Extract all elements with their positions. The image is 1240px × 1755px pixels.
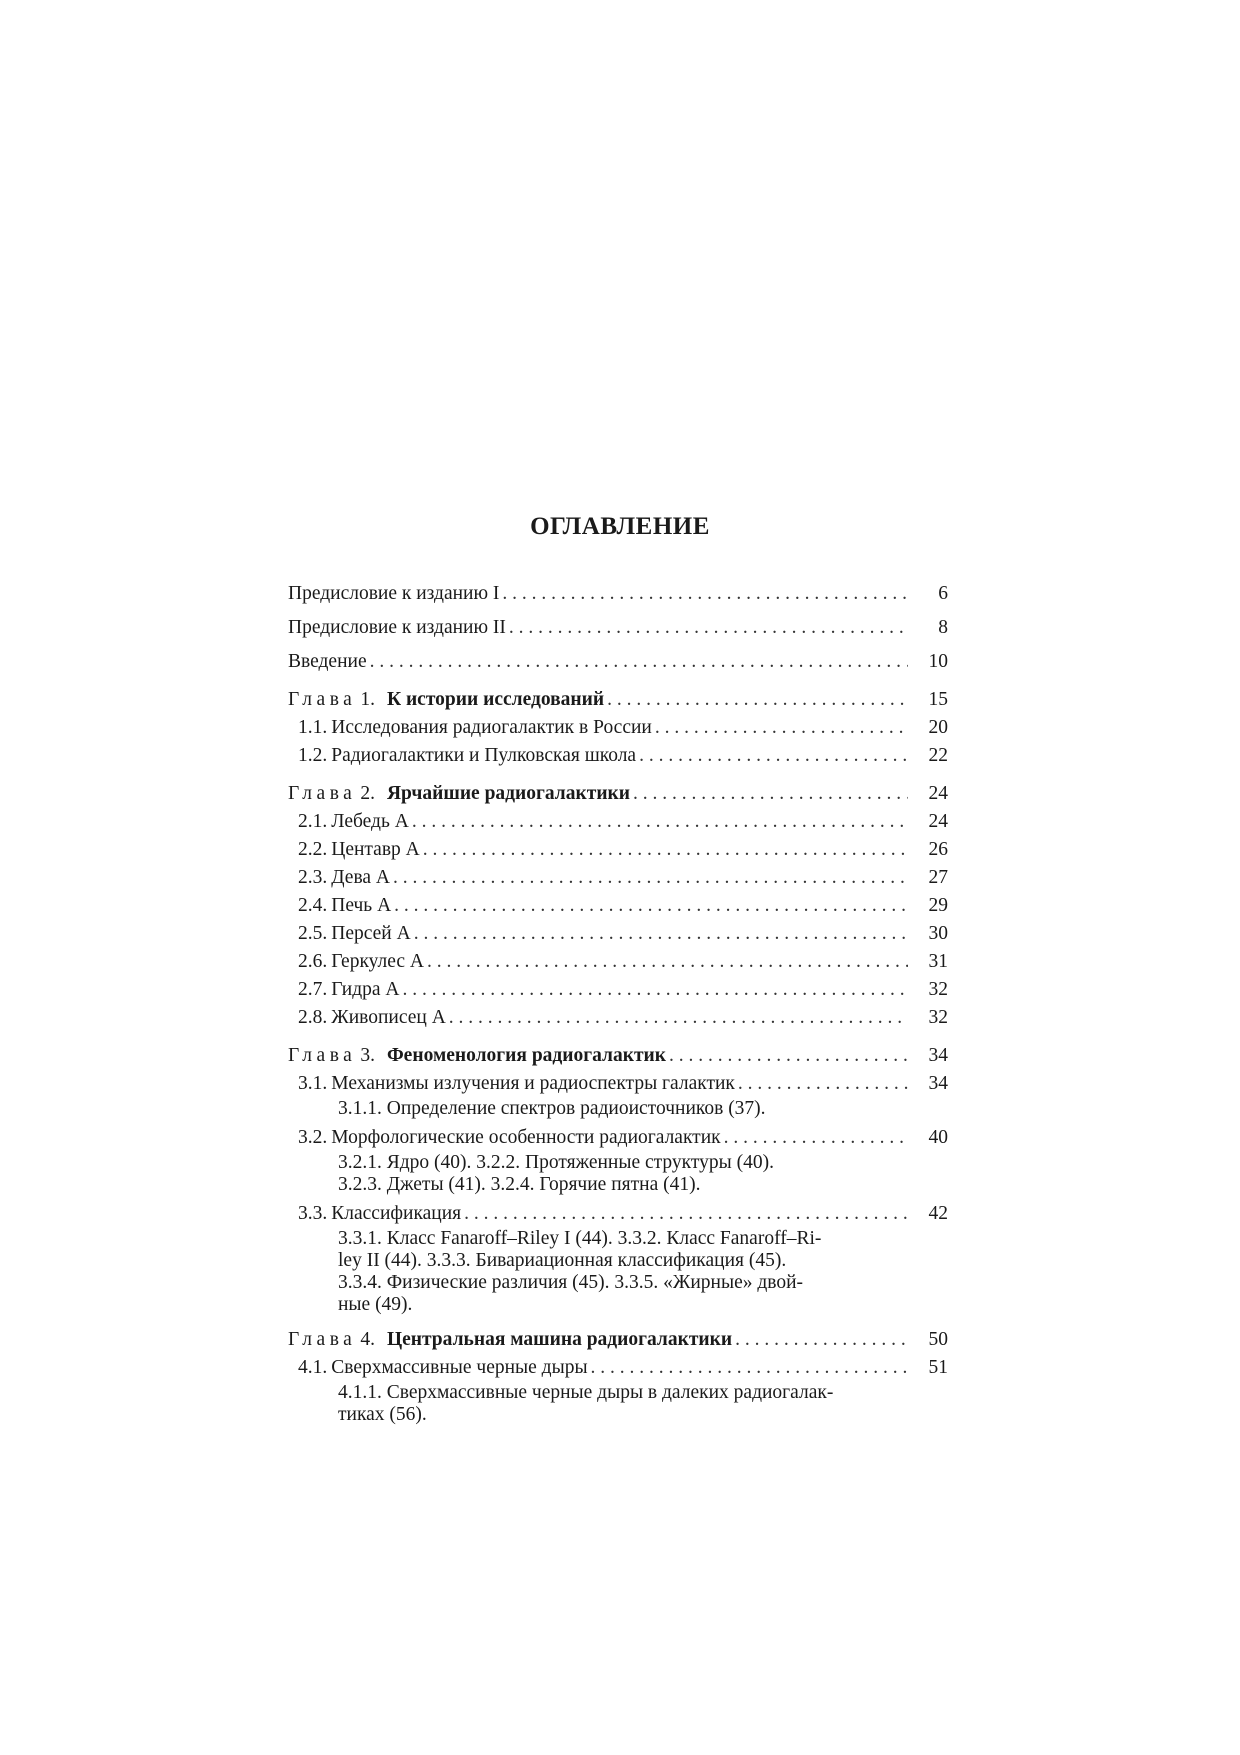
dot-leader bbox=[464, 1200, 908, 1228]
toc-page-number: 42 bbox=[928, 1203, 948, 1224]
subsection-line[interactable]: 3.2.3. Джеты (41). 3.2.4. Горячие пятна (41). bbox=[338, 1174, 701, 1195]
section-label: Механизмы излучения и радиоспектры галактик bbox=[331, 1073, 735, 1094]
toc-page-number: 30 bbox=[928, 923, 948, 944]
toc-page-number: 15 bbox=[928, 689, 948, 710]
toc-section-3-1[interactable] bbox=[288, 1070, 948, 1098]
chapter-title: Центральная машина радиогалактики bbox=[386, 1329, 733, 1350]
subsection-line[interactable]: ley II (44). 3.3.3. Бивариационная классификация (45). bbox=[338, 1250, 787, 1271]
toc-section-2-3[interactable] bbox=[288, 864, 948, 892]
chapter-prefix: Глава bbox=[288, 1045, 357, 1066]
toc-page-number: 34 bbox=[928, 1045, 948, 1066]
toc-subsections-3-1 bbox=[288, 1098, 900, 1120]
dot-leader bbox=[393, 864, 908, 892]
toc-page-number: 10 bbox=[928, 651, 948, 672]
toc-section-2-8[interactable] bbox=[288, 1004, 948, 1032]
toc-page-number: 26 bbox=[928, 839, 948, 860]
section-label: Живописец A bbox=[331, 1007, 446, 1028]
subsection-line[interactable]: 3.1.1. Определение спектров радиоисточников (37). bbox=[338, 1098, 766, 1119]
toc-page-number: 34 bbox=[928, 1073, 948, 1094]
toc-page-number: 29 bbox=[928, 895, 948, 916]
toc-entry-label: Введение bbox=[288, 651, 367, 672]
dot-leader bbox=[414, 920, 908, 948]
section-number: 2.7. bbox=[298, 979, 328, 1000]
section-number: 2.4. bbox=[298, 895, 328, 916]
chapter-title: Ярчайшие радиогалактики bbox=[386, 783, 631, 804]
toc-page-number: 24 bbox=[928, 783, 948, 804]
section-label: Морфологические особенности радиогалактик bbox=[331, 1127, 721, 1148]
dot-leader bbox=[738, 1070, 908, 1098]
toc-section-2-2[interactable] bbox=[288, 836, 948, 864]
toc-section-2-4[interactable] bbox=[288, 892, 948, 920]
toc-chapter-4[interactable] bbox=[288, 1326, 948, 1354]
toc-page-number: 50 bbox=[928, 1329, 948, 1350]
toc-page-number: 40 bbox=[928, 1127, 948, 1148]
section-label: Печь A bbox=[331, 895, 392, 916]
dot-leader bbox=[633, 780, 908, 808]
toc-section-2-1[interactable] bbox=[288, 808, 948, 836]
toc-chapter-1[interactable] bbox=[288, 686, 948, 714]
toc-section-1-2[interactable] bbox=[288, 742, 948, 770]
toc-section-3-2[interactable] bbox=[288, 1124, 948, 1152]
section-number: 2.1. bbox=[298, 811, 328, 832]
subsection-line[interactable]: 3.2.1. Ядро (40). 3.2.2. Протяженные структуры (40). bbox=[338, 1152, 774, 1173]
toc-entry-introduction[interactable] bbox=[288, 648, 948, 676]
toc-page-number: 6 bbox=[938, 583, 948, 604]
toc-page-number: 24 bbox=[928, 811, 948, 832]
toc-page-number: 20 bbox=[928, 717, 948, 738]
toc-subsections-3-3 bbox=[288, 1228, 900, 1316]
toc-entry-preface-2[interactable] bbox=[288, 614, 948, 642]
chapter-title: Феноменология радиогалактик bbox=[386, 1045, 667, 1066]
section-number: 3.3. bbox=[298, 1203, 328, 1224]
toc-page-number: 51 bbox=[928, 1357, 948, 1378]
chapter-number: 2. bbox=[360, 783, 375, 804]
toc-page-number: 32 bbox=[928, 1007, 948, 1028]
toc-entry-label: Предисловие к изданию I bbox=[288, 583, 500, 604]
section-number: 4.1. bbox=[298, 1357, 328, 1378]
toc-subsections-3-2 bbox=[288, 1152, 900, 1196]
toc-section-2-7[interactable] bbox=[288, 976, 948, 1004]
dot-leader bbox=[669, 1042, 908, 1070]
section-label: Радиогалактики и Пулковская школа bbox=[331, 745, 637, 766]
toc-chapter-3[interactable] bbox=[288, 1042, 948, 1070]
section-label: Сверхмассивные черные дыры bbox=[331, 1357, 588, 1378]
toc-section-3-3[interactable] bbox=[288, 1200, 948, 1228]
dot-leader bbox=[423, 836, 908, 864]
toc-page-number: 31 bbox=[928, 951, 948, 972]
section-number: 2.8. bbox=[298, 1007, 328, 1028]
subsection-line[interactable]: 4.1.1. Сверхмассивные черные дыры в далеких радиогалак- bbox=[338, 1382, 834, 1403]
section-label: Лебедь A bbox=[331, 811, 409, 832]
section-label: Персей A bbox=[331, 923, 411, 944]
section-label: Классификация bbox=[331, 1203, 462, 1224]
dot-leader bbox=[724, 1124, 908, 1152]
section-label: Исследования радиогалактик в России bbox=[331, 717, 652, 738]
chapter-prefix: Глава bbox=[288, 689, 357, 710]
toc-chapter-2[interactable] bbox=[288, 780, 948, 808]
section-number: 1.2. bbox=[298, 745, 328, 766]
section-label: Центавр A bbox=[331, 839, 420, 860]
toc-page-number: 32 bbox=[928, 979, 948, 1000]
chapter-number: 1. bbox=[360, 689, 375, 710]
toc-page-number: 22 bbox=[928, 745, 948, 766]
chapter-prefix: Глава bbox=[288, 783, 357, 804]
chapter-number: 3. bbox=[360, 1045, 375, 1066]
dot-leader bbox=[735, 1326, 908, 1354]
toc-entry-label: Предисловие к изданию II bbox=[288, 617, 506, 638]
toc-section-2-5[interactable] bbox=[288, 920, 948, 948]
section-number: 2.5. bbox=[298, 923, 328, 944]
chapter-title: К истории исследований bbox=[386, 689, 605, 710]
section-number: 2.3. bbox=[298, 867, 328, 888]
toc-section-2-6[interactable] bbox=[288, 948, 948, 976]
dot-leader bbox=[449, 1004, 908, 1032]
dot-leader bbox=[509, 614, 908, 642]
dot-leader bbox=[655, 714, 908, 742]
toc-page-number: 8 bbox=[938, 617, 948, 638]
subsection-line[interactable]: тиках (56). bbox=[338, 1404, 427, 1425]
toc-subsections-4-1 bbox=[288, 1382, 900, 1426]
subsection-line[interactable]: 3.3.4. Физические различия (45). 3.3.5. «Жирные» двой- bbox=[338, 1272, 804, 1293]
subsection-line[interactable]: ные (49). bbox=[338, 1294, 413, 1315]
dot-leader bbox=[412, 808, 908, 836]
page-title: ОГЛАВЛЕНИЕ bbox=[530, 513, 710, 540]
toc-section-4-1[interactable] bbox=[288, 1354, 948, 1382]
section-number: 3.2. bbox=[298, 1127, 328, 1148]
toc-entry-preface-1[interactable] bbox=[288, 580, 948, 608]
toc-page-number: 27 bbox=[928, 867, 948, 888]
toc-section-1-1[interactable] bbox=[288, 714, 948, 742]
subsection-line[interactable]: 3.3.1. Класс Fanaroff–Riley I (44). 3.3.2. Класс Fanaroff–Ri- bbox=[338, 1228, 822, 1249]
section-label: Гидра A bbox=[331, 979, 400, 1000]
section-label: Дева A bbox=[331, 867, 391, 888]
section-number: 2.6. bbox=[298, 951, 328, 972]
section-label: Геркулес A bbox=[331, 951, 425, 972]
chapter-prefix: Глава bbox=[288, 1329, 357, 1350]
chapter-number: 4. bbox=[360, 1329, 375, 1350]
dot-leader bbox=[427, 948, 908, 976]
section-number: 2.2. bbox=[298, 839, 328, 860]
dot-leader bbox=[639, 742, 908, 770]
section-number: 1.1. bbox=[298, 717, 328, 738]
table-of-contents bbox=[288, 580, 948, 1430]
dot-leader bbox=[403, 976, 909, 1004]
dot-leader bbox=[394, 892, 908, 920]
dot-leader bbox=[502, 580, 908, 608]
section-number: 3.1. bbox=[298, 1073, 328, 1094]
dot-leader bbox=[370, 648, 908, 676]
dot-leader bbox=[591, 1354, 908, 1382]
dot-leader bbox=[607, 686, 908, 714]
